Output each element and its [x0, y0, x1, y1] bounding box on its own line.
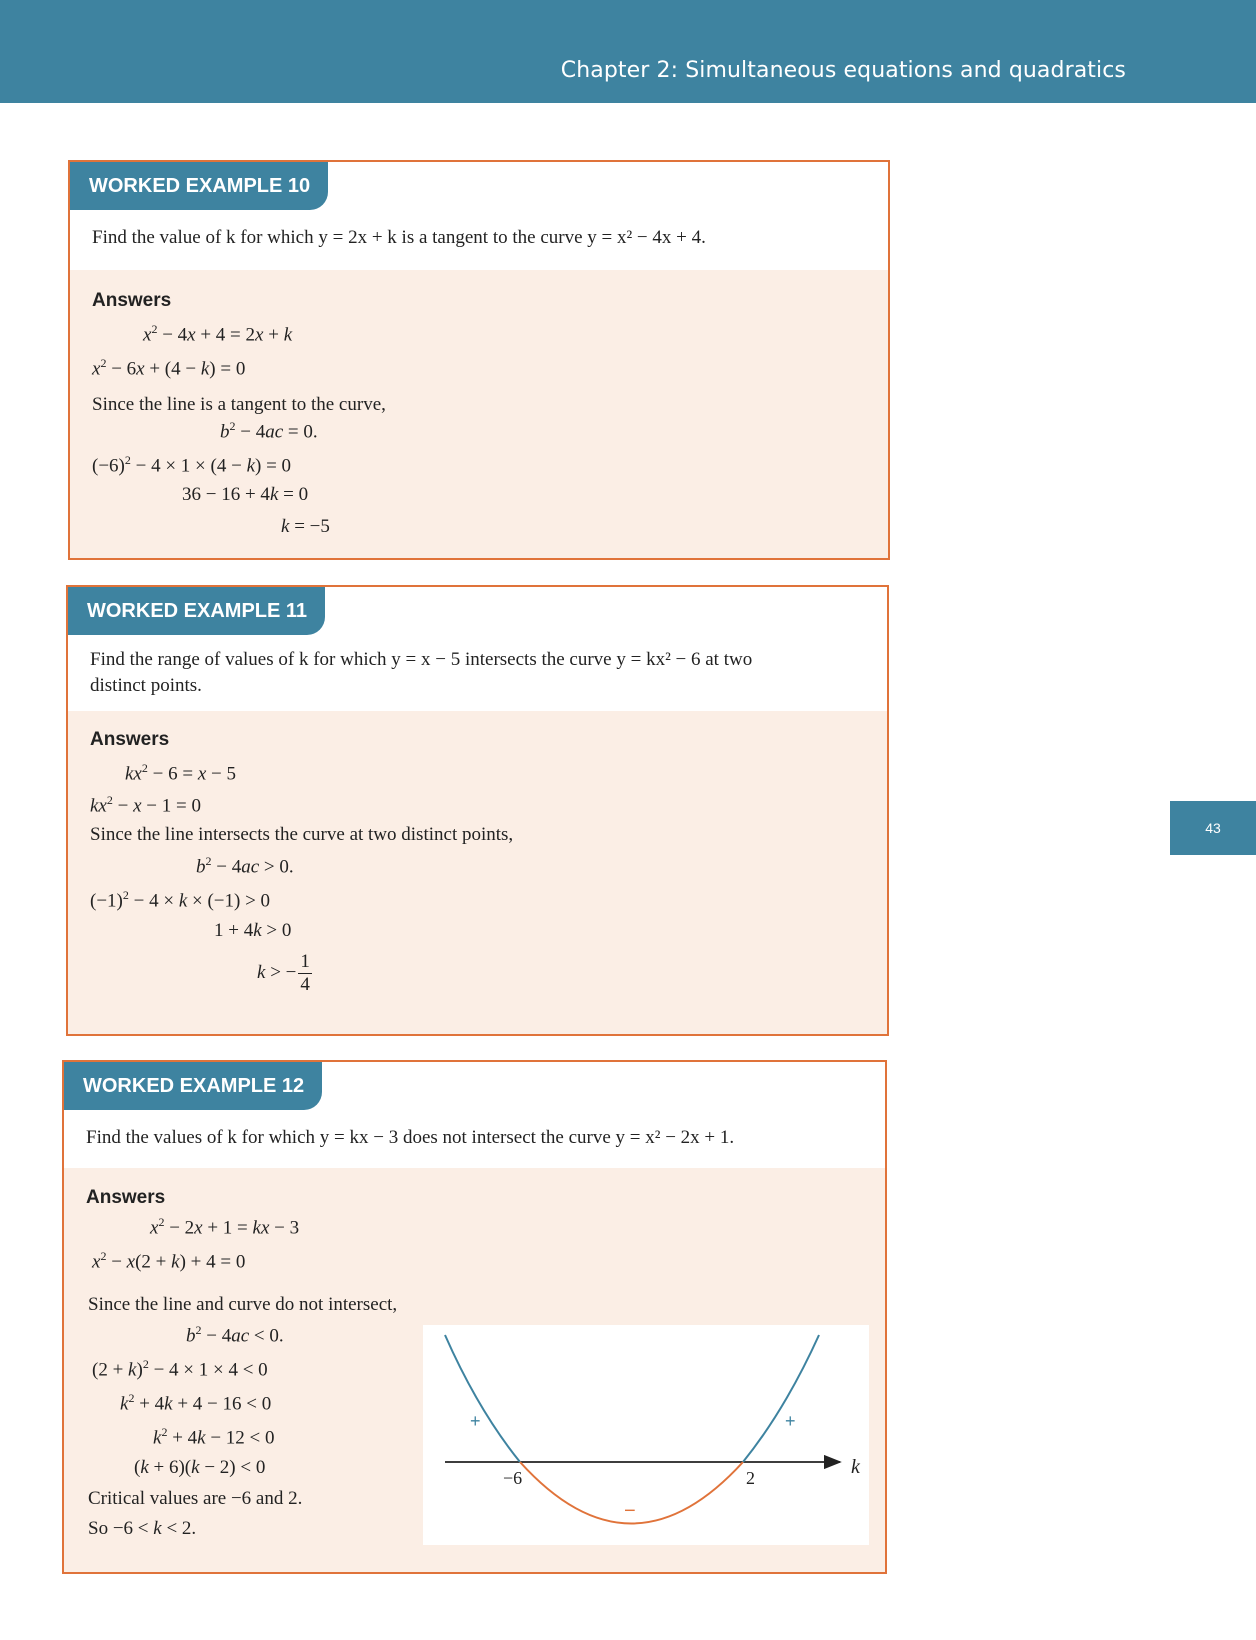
question-line: Find the range of values of k for which y = x − 5 intersects the curve y = kx² − 6 at two [90, 649, 753, 670]
example-question: Find the value of k for which y = 2x + k is a tangent to the curve y = x² − 4x + 4. [92, 227, 706, 248]
example-question: Find the values of k for which y = kx − 3 does not intersect the curve y = x² − 2x + 1. [86, 1127, 735, 1148]
quadratic-sign-sketch [423, 1325, 869, 1545]
working-line: $b^2 - 4ac = 0$. [220, 419, 318, 443]
sketch-svg [423, 1325, 869, 1545]
working-line: 36 − 16 + 4k = 0 [182, 484, 309, 505]
answers-label: Answers [90, 729, 170, 750]
worked-example-11 [66, 585, 889, 1036]
working-line: $(-6)^2 - 4 \times 1 \times (4 - k) = 0$ [92, 453, 292, 477]
working-line: k > − $\frac{1}{4}$ [257, 951, 310, 995]
sign-negative-middle: − [624, 1500, 636, 1522]
example-question [90, 647, 752, 699]
sign-positive-right: + [785, 1411, 796, 1431]
example-title: WORKED EXAMPLE 11 [68, 587, 325, 635]
sign-positive-left: + [470, 1411, 481, 1431]
working-line: $x^2 - 4x + 4 = 2x + k$ [143, 322, 293, 346]
working-line: So −6 < k < 2. [88, 1518, 197, 1539]
answers-panel [68, 711, 887, 1034]
working-line: $x^2 - x(2 + k) + 4 = 0$ [92, 1249, 246, 1273]
axis-label-k: k [851, 1456, 860, 1478]
working-text: Since the line and curve do not intersect, [88, 1294, 398, 1315]
working-text: Since the line is a tangent to the curve, [92, 394, 386, 415]
working-line: $b^2 - 4ac > 0$. [196, 854, 294, 878]
working-line: (k + 6)(k − 2) < 0 [134, 1457, 266, 1478]
working-line: 1 + 4k > 0 [214, 920, 292, 941]
answers-label: Answers [86, 1187, 166, 1208]
root-label-right: 2 [746, 1468, 755, 1488]
working-line: $k^2 + 4k + 4 - 16 < 0$ [120, 1391, 272, 1415]
question-line: distinct points. [90, 675, 202, 696]
fraction: $\frac{1}{4}$ [300, 951, 310, 995]
working-text: Since the line intersects the curve at two distinct points, [90, 824, 514, 845]
working-text: Critical values are −6 and 2. [88, 1488, 303, 1509]
curve-positive-left [445, 1335, 520, 1462]
working-line: $(2 + k)^2 - 4 \times 1 \times 4 < 0$ [92, 1357, 268, 1381]
example-title: WORKED EXAMPLE 10 [70, 162, 328, 210]
working-line: $x^2 - 6x + (4 - k) = 0$ [92, 356, 246, 380]
curve-positive-right [743, 1335, 819, 1462]
working-line: $k^2 + 4k - 12 < 0$ [153, 1425, 275, 1449]
working-line: $(-1)^2 - 4 \times k \times (-1) > 0$ [90, 888, 271, 912]
answers-label: Answers [92, 290, 172, 311]
working-line: $b^2 - 4ac < 0$. [186, 1323, 284, 1347]
chapter-title: Chapter 2: Simultaneous equations and quadratics [560, 58, 1126, 83]
example-title: WORKED EXAMPLE 12 [64, 1062, 322, 1110]
working-line: k = −5 [281, 516, 330, 537]
page-number-tab: 43 [1170, 801, 1256, 855]
working-line: $kx^2 - 6 = x - 5$ [125, 761, 236, 785]
chapter-header-band [0, 0, 1256, 103]
working-line: $x^2 - 2x + 1$ = kx − 3 [150, 1215, 300, 1239]
working-line: $kx^2 - x - 1 = 0$ [90, 793, 201, 817]
worked-example-10 [68, 160, 890, 560]
root-label-left: −6 [503, 1468, 523, 1488]
answers-panel [70, 270, 888, 558]
